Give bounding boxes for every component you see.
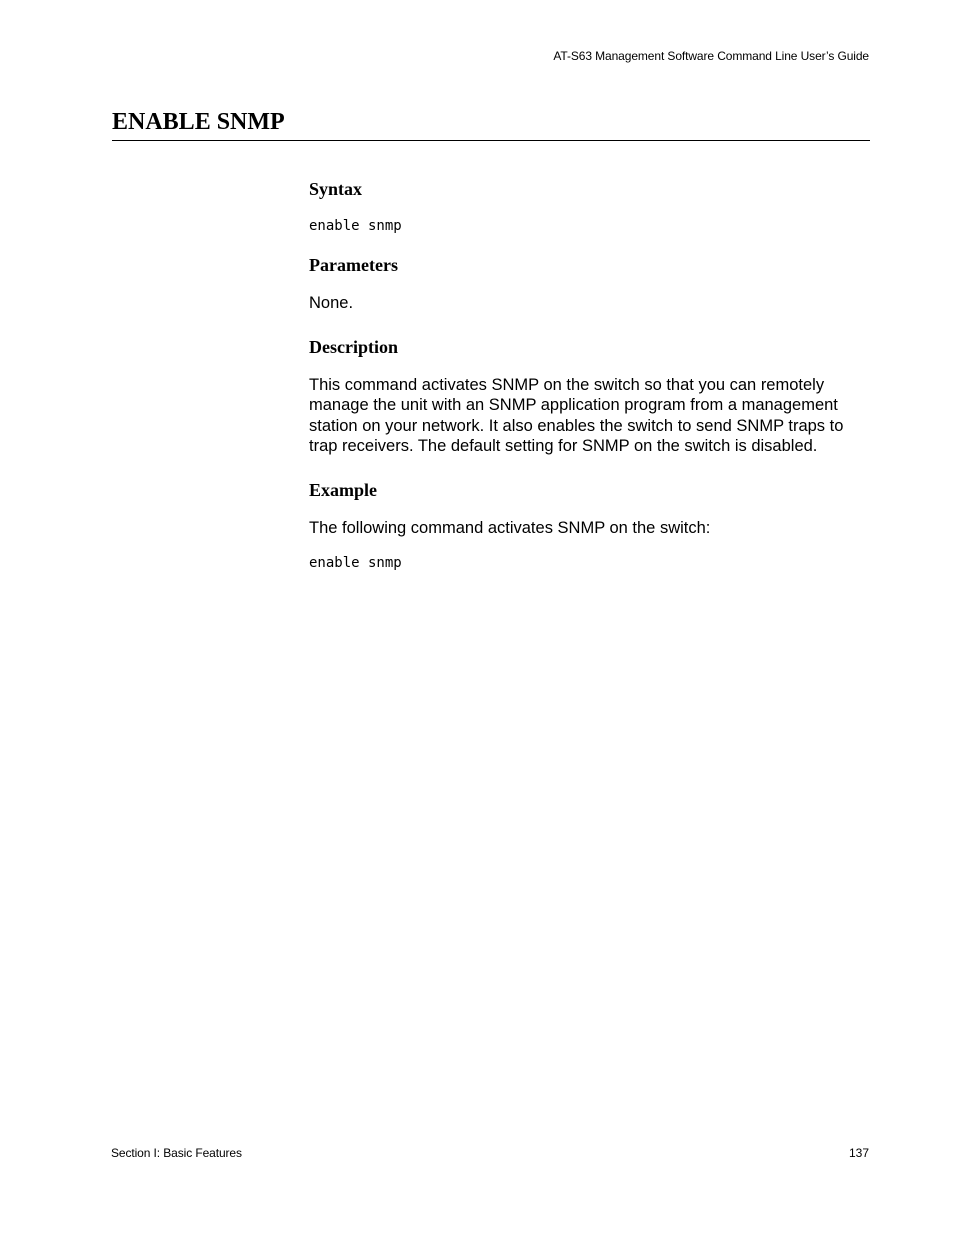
example-heading: Example <box>309 479 378 500</box>
example-code: enable snmp <box>309 555 402 571</box>
example-text: The following command activates SNMP on the switch: <box>309 518 711 537</box>
page-title: ENABLE SNMP <box>112 109 285 135</box>
description-text: This command activates SNMP on the switch so that you can remotely manage the unit with an SNMP application program from a management station on your network. It also enables the switch to send SNMP traps to trap receivers. The default setting for SNMP on the switch is disabled. <box>309 375 844 455</box>
title-rule <box>112 140 870 141</box>
running-header: AT-S63 Management Software Command Line User’s Guide <box>553 49 869 63</box>
parameters-heading: Parameters <box>309 255 398 275</box>
footer-section-label: Section I: Basic Features <box>111 1146 242 1160</box>
syntax-code: enable snmp <box>309 218 402 234</box>
syntax-heading: Syntax <box>309 179 363 199</box>
description-heading: Description <box>309 336 398 357</box>
footer-page-number: 137 <box>848 1146 869 1160</box>
main-content <box>309 176 870 573</box>
parameters-text: None. <box>309 294 354 312</box>
